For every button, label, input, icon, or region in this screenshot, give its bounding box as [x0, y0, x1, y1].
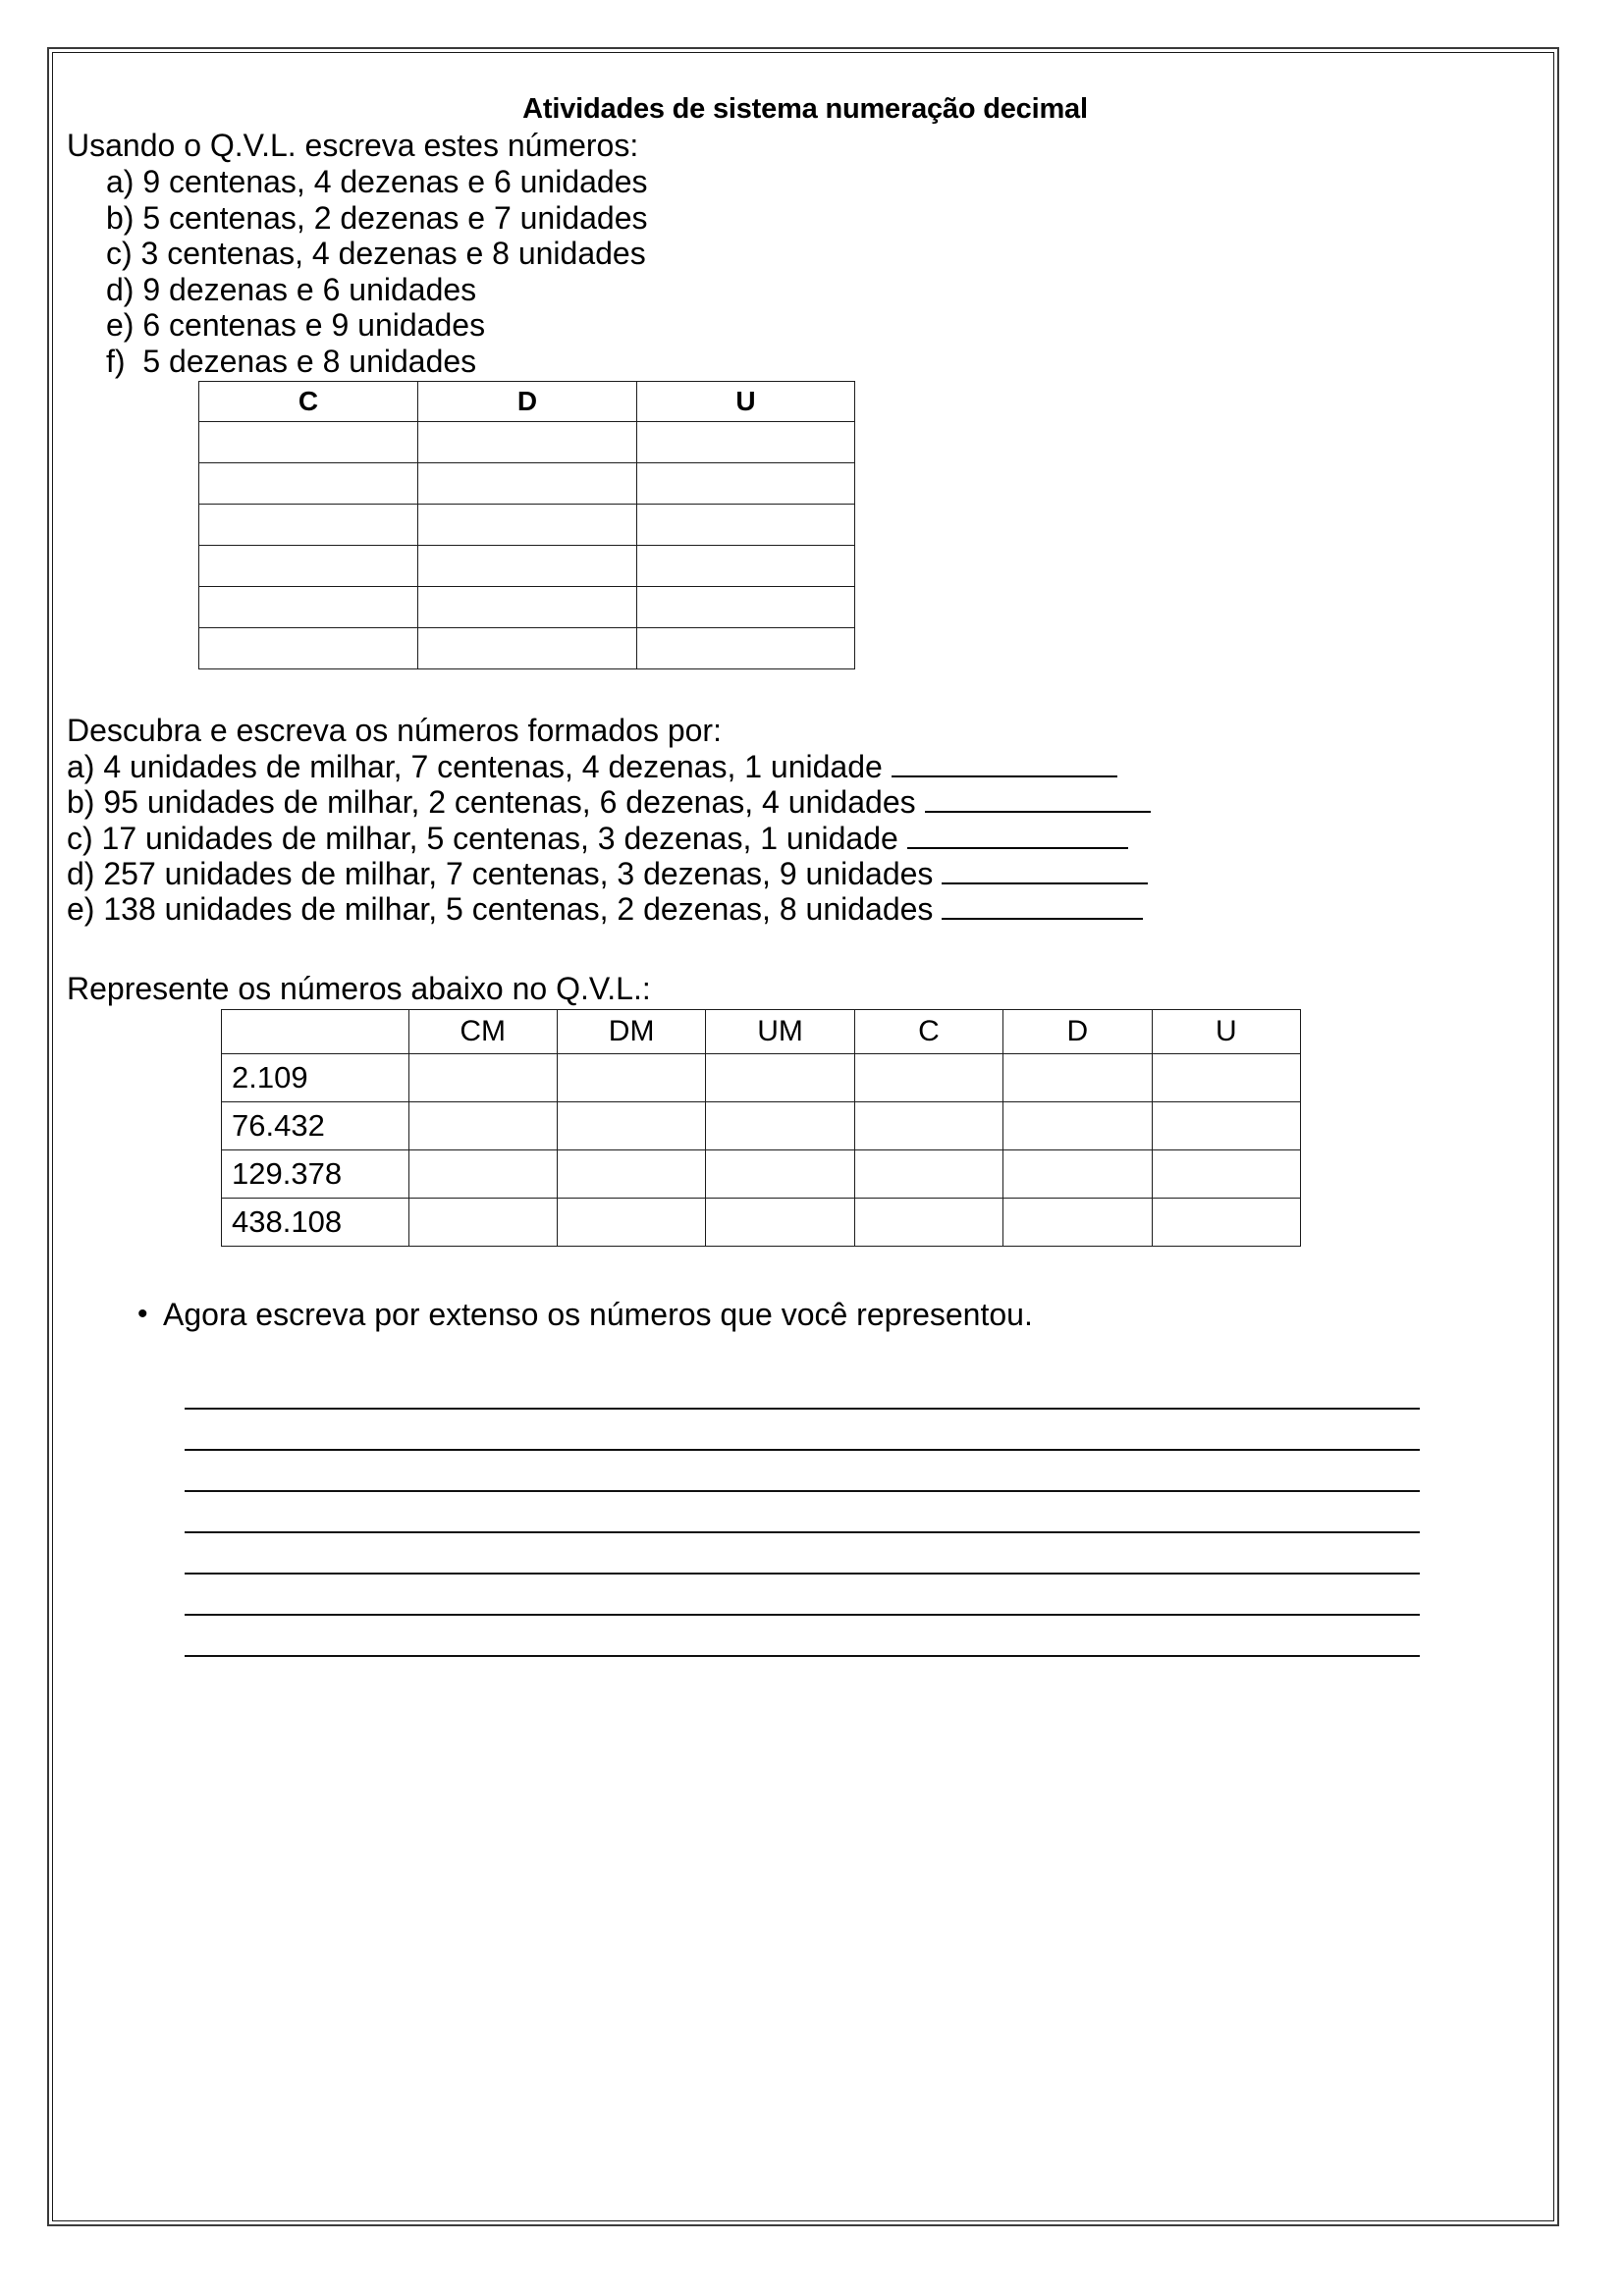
cdu-table-row	[199, 505, 855, 546]
represente-header-blank	[222, 1010, 409, 1054]
cdu-answer-cell[interactable]	[637, 422, 855, 463]
represente-header-cm: CM	[408, 1010, 557, 1054]
section-one-list	[49, 164, 1561, 379]
cdu-table-row	[199, 628, 855, 669]
cdu-header-u: U	[637, 382, 855, 422]
answer-blank[interactable]	[925, 785, 1151, 813]
section-two-lead: Descubra e escreva os números formados por:	[67, 713, 722, 749]
represente-table-row	[222, 1199, 1301, 1247]
represente-answer-cell[interactable]	[408, 1102, 557, 1150]
cdu-table-row	[199, 587, 855, 628]
section-three-lead: Represente os números abaixo no Q.V.L.:	[67, 970, 651, 1006]
cdu-answer-cell[interactable]	[418, 505, 637, 546]
represente-row-number: 438.108	[222, 1199, 409, 1247]
represente-answer-cell[interactable]	[557, 1102, 705, 1150]
section-two-item	[67, 856, 1561, 891]
represente-answer-cell[interactable]	[1003, 1199, 1152, 1247]
represente-answer-cell[interactable]	[408, 1199, 557, 1247]
represente-row-number: 76.432	[222, 1102, 409, 1150]
represente-answer-cell[interactable]	[557, 1199, 705, 1247]
represente-answer-cell[interactable]	[854, 1102, 1002, 1150]
section-one-item: c) 3 centenas, 4 dezenas e 8 unidades	[106, 236, 646, 272]
represente-answer-cell[interactable]	[1152, 1102, 1300, 1150]
represente-answer-cell[interactable]	[706, 1102, 854, 1150]
answer-line[interactable]	[185, 1533, 1420, 1575]
represente-answer-cell[interactable]	[706, 1054, 854, 1102]
represente-table-row	[222, 1102, 1301, 1150]
spacer-after-section-two	[49, 928, 1561, 971]
cdu-answer-cell[interactable]	[418, 463, 637, 505]
represente-header-d: D	[1003, 1010, 1152, 1054]
represente-table-row	[222, 1054, 1301, 1102]
section-one-item: f) 5 dezenas e 8 unidades	[106, 343, 477, 379]
represente-row-number: 129.378	[222, 1150, 409, 1199]
section-one-item: a) 9 centenas, 4 dezenas e 6 unidades	[106, 164, 648, 200]
answer-line[interactable]	[185, 1368, 1420, 1410]
cdu-answer-cell[interactable]	[637, 505, 855, 546]
represente-header-u: U	[1152, 1010, 1300, 1054]
section-two-item	[67, 891, 1561, 927]
cdu-qvl-table	[198, 381, 855, 669]
cdu-answer-cell[interactable]	[637, 628, 855, 669]
cdu-table-row	[199, 546, 855, 587]
cdu-header-row	[199, 382, 855, 422]
section-four-bullet-item	[137, 1298, 1561, 1332]
cdu-table-body	[199, 422, 855, 669]
cdu-answer-cell[interactable]	[199, 546, 418, 587]
represente-answer-cell[interactable]	[557, 1054, 705, 1102]
bullet-point-icon: •	[137, 1298, 148, 1331]
answer-line[interactable]	[185, 1410, 1420, 1451]
section-two-item-label: d) 257 unidades de milhar, 7 centenas, 3 dezenas, 9 unidades	[67, 855, 943, 891]
section-two-item	[67, 784, 1561, 820]
represente-header-um: UM	[706, 1010, 854, 1054]
page-title: Atividades de sistema numeração decimal	[522, 93, 1088, 125]
cdu-answer-cell[interactable]	[199, 587, 418, 628]
represente-header-c: C	[854, 1010, 1002, 1054]
answer-writing-lines	[185, 1368, 1420, 1657]
represente-answer-cell[interactable]	[1003, 1102, 1152, 1150]
cdu-answer-cell[interactable]	[199, 463, 418, 505]
cdu-table-container	[198, 381, 1561, 669]
cdu-answer-cell[interactable]	[199, 422, 418, 463]
spacer-after-cdu-table	[49, 669, 1561, 713]
answer-line[interactable]	[185, 1451, 1420, 1492]
represente-table-container	[221, 1009, 1561, 1247]
answer-line[interactable]	[185, 1492, 1420, 1533]
represente-answer-cell[interactable]	[854, 1054, 1002, 1102]
represente-row-number: 2.109	[222, 1054, 409, 1102]
represente-answer-cell[interactable]	[1003, 1150, 1152, 1199]
answer-line[interactable]	[185, 1575, 1420, 1616]
represente-answer-cell[interactable]	[1003, 1054, 1152, 1102]
represente-answer-cell[interactable]	[408, 1054, 557, 1102]
cdu-answer-cell[interactable]	[637, 463, 855, 505]
cdu-answer-cell[interactable]	[418, 587, 637, 628]
represente-answer-cell[interactable]	[1152, 1054, 1300, 1102]
cdu-header-d: D	[418, 382, 637, 422]
represente-table-body	[222, 1054, 1301, 1247]
section-one-item: e) 6 centenas e 9 unidades	[106, 307, 486, 344]
represente-answer-cell[interactable]	[557, 1150, 705, 1199]
section-two-item	[67, 749, 1561, 784]
cdu-header-c: C	[199, 382, 418, 422]
represente-answer-cell[interactable]	[854, 1150, 1002, 1199]
section-two-list	[49, 749, 1561, 928]
represente-answer-cell[interactable]	[706, 1150, 854, 1199]
cdu-answer-cell[interactable]	[418, 546, 637, 587]
represente-header-dm: DM	[557, 1010, 705, 1054]
answer-blank[interactable]	[942, 892, 1143, 920]
cdu-answer-cell[interactable]	[199, 628, 418, 669]
cdu-answer-cell[interactable]	[199, 505, 418, 546]
cdu-answer-cell[interactable]	[418, 422, 637, 463]
represente-answer-cell[interactable]	[1152, 1199, 1300, 1247]
section-two-item-label: a) 4 unidades de milhar, 7 centenas, 4 dezenas, 1 unidade	[67, 748, 892, 784]
answer-blank[interactable]	[942, 857, 1148, 884]
cdu-answer-cell[interactable]	[418, 628, 637, 669]
section-one-item: b) 5 centenas, 2 dezenas e 7 unidades	[106, 199, 648, 236]
section-one-item: d) 9 dezenas e 6 unidades	[106, 271, 477, 307]
cdu-table-row	[199, 422, 855, 463]
section-four-text: Agora escreva por extenso os números que você representou.	[163, 1297, 1033, 1333]
represente-answer-cell[interactable]	[706, 1199, 854, 1247]
represente-qvl-table	[221, 1009, 1301, 1247]
answer-blank[interactable]	[907, 821, 1128, 848]
represente-table-row	[222, 1150, 1301, 1199]
answer-blank[interactable]	[892, 749, 1117, 776]
worksheet-content	[49, 49, 1561, 1657]
represente-answer-cell[interactable]	[1152, 1150, 1300, 1199]
cdu-answer-cell[interactable]	[637, 587, 855, 628]
section-two-item-label: e) 138 unidades de milhar, 5 centenas, 2 dezenas, 8 unidades	[67, 891, 943, 928]
section-two-item	[67, 821, 1561, 856]
section-two-item-label: c) 17 unidades de milhar, 5 centenas, 3 dezenas, 1 unidade	[67, 820, 907, 856]
cdu-answer-cell[interactable]	[637, 546, 855, 587]
section-one-lead: Usando o Q.V.L. escreva estes números:	[67, 128, 639, 164]
answer-line[interactable]	[185, 1616, 1420, 1657]
cdu-table-row	[199, 463, 855, 505]
represente-answer-cell[interactable]	[408, 1150, 557, 1199]
section-two-item-label: b) 95 unidades de milhar, 2 centenas, 6 dezenas, 4 unidades	[67, 784, 925, 821]
represente-header-row	[222, 1010, 1301, 1054]
represente-answer-cell[interactable]	[854, 1199, 1002, 1247]
page-frame	[47, 47, 1559, 2226]
